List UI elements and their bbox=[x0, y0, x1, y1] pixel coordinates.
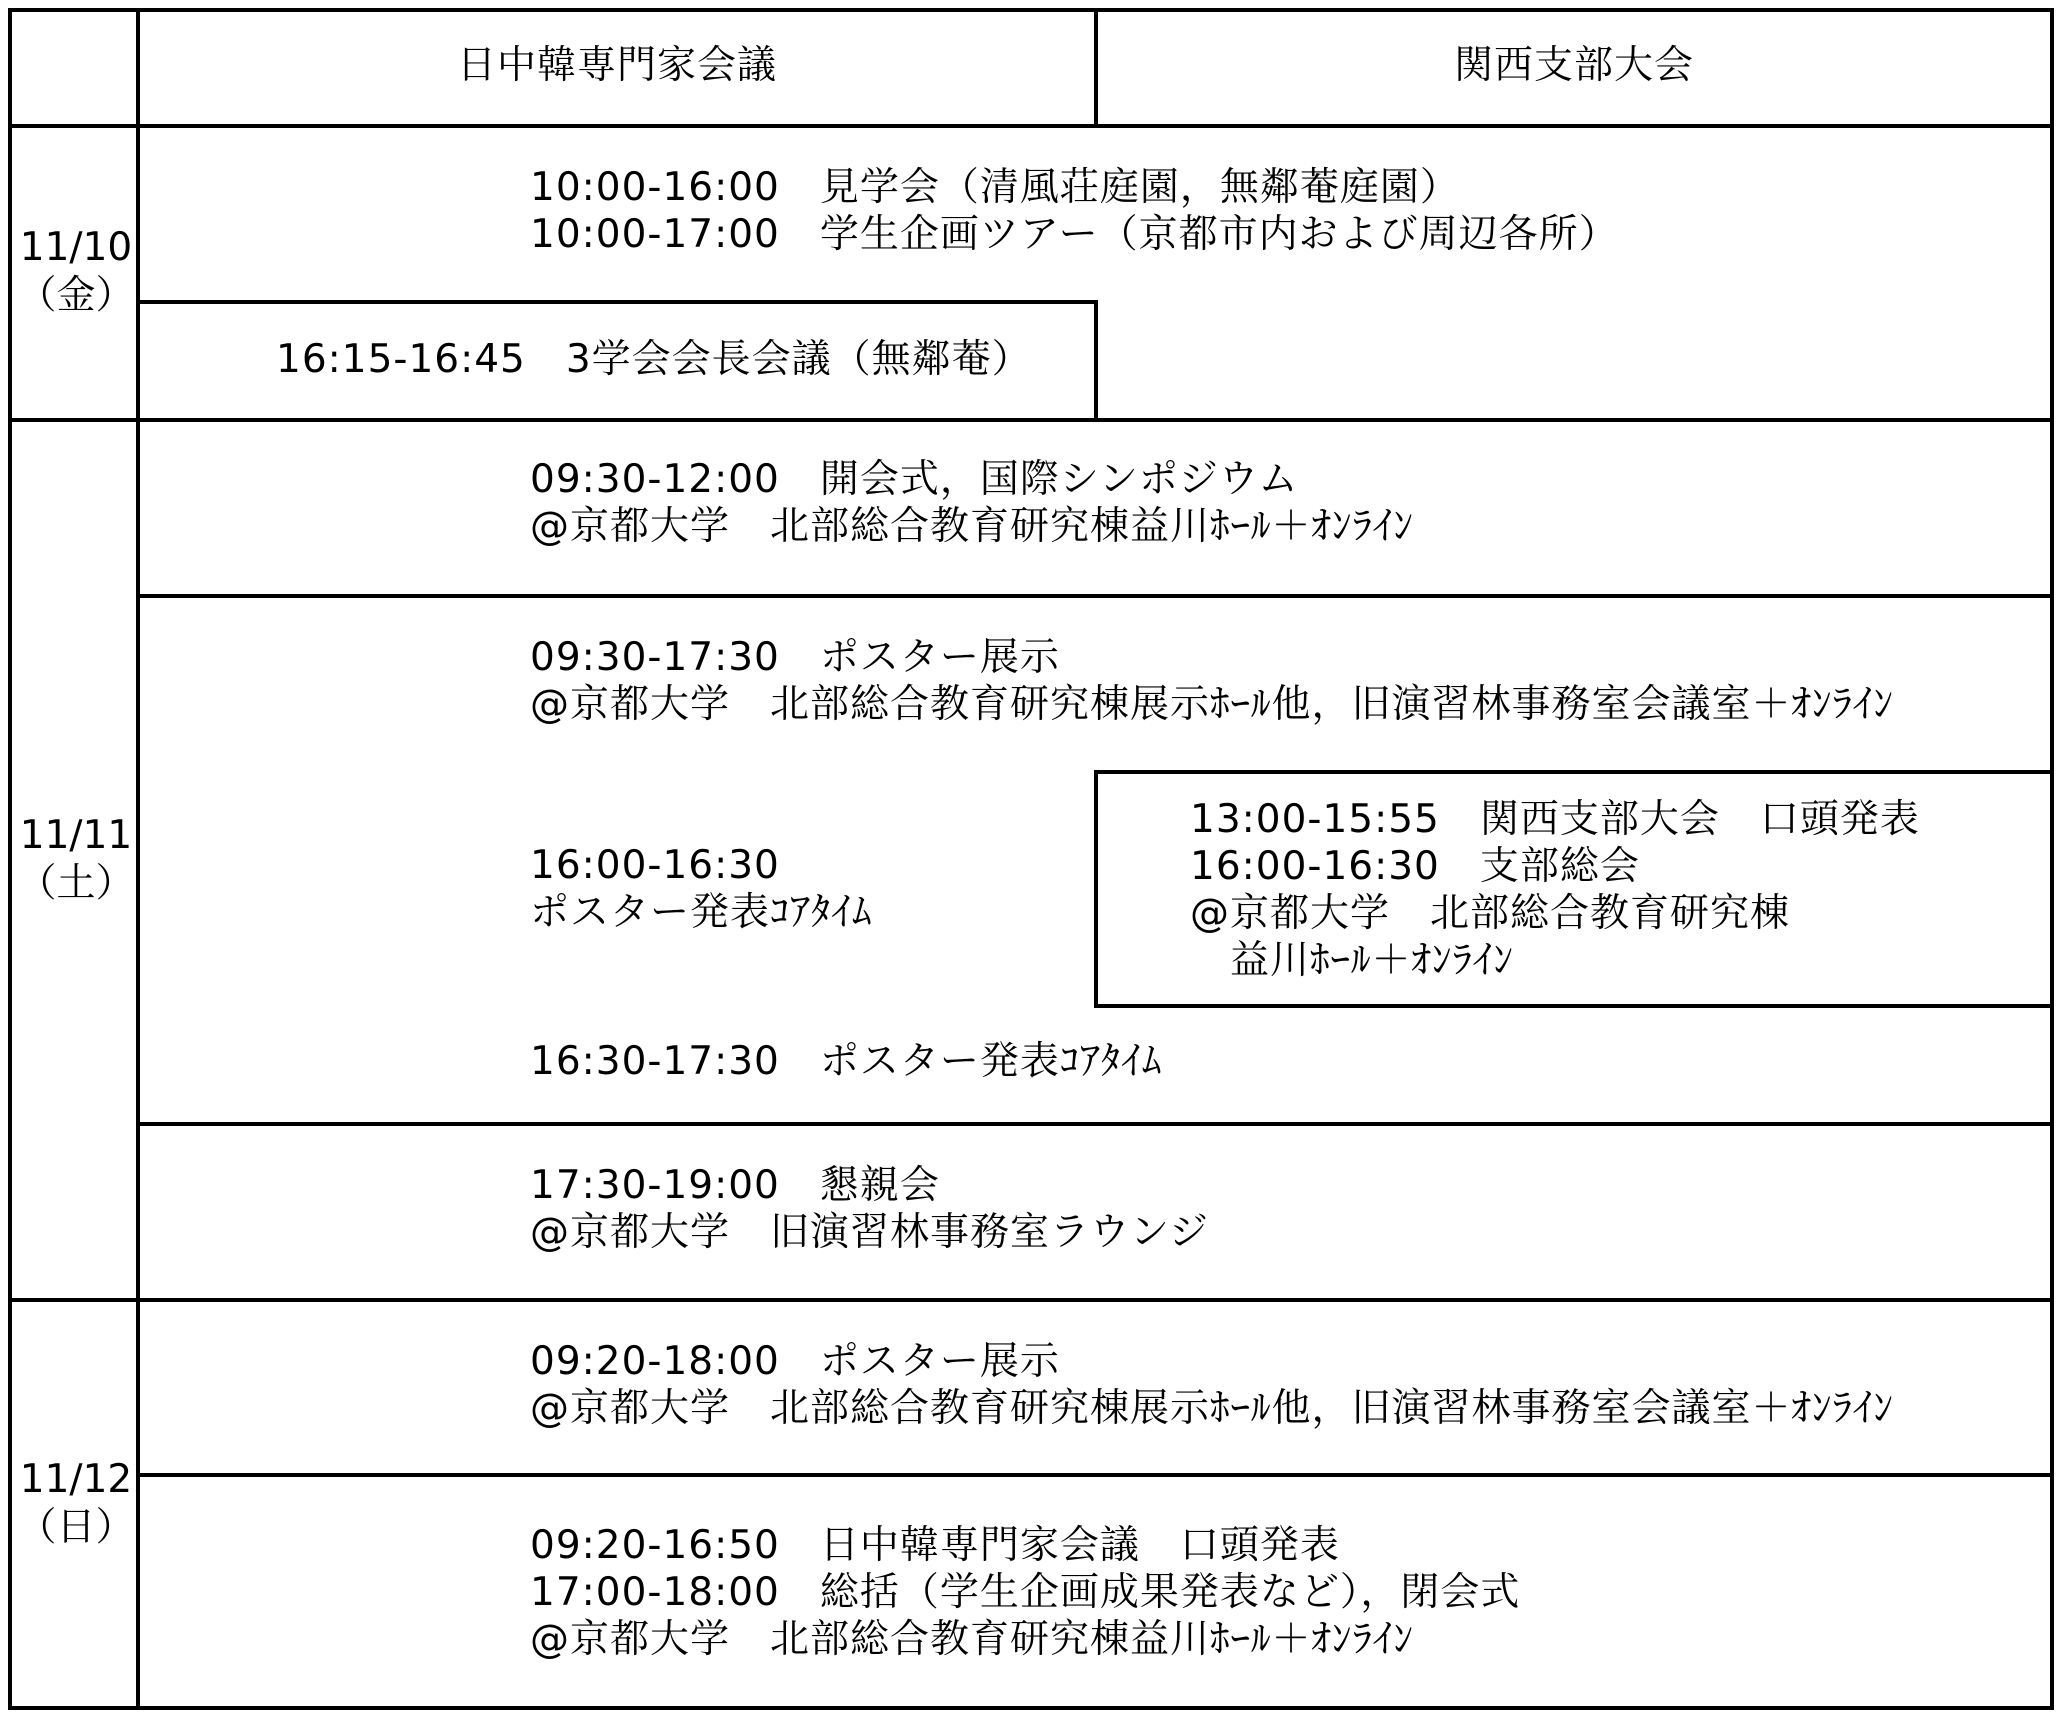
weekday-label: （土） bbox=[17, 861, 135, 906]
event-block-oral-closing bbox=[530, 1522, 1520, 1663]
date-day2 bbox=[6, 812, 146, 908]
kansai-box-top bbox=[1094, 770, 2054, 774]
weekday-label: （金） bbox=[17, 273, 135, 318]
event-line: 09:20-18:00 ポスター展示 bbox=[530, 1339, 1060, 1384]
event-line: @京都大学 北部総合教育研究棟益川ﾎｰﾙ＋ｵﾝﾗｲﾝ bbox=[530, 1617, 1415, 1662]
event-block-opening-symposium bbox=[530, 456, 1414, 550]
date-label: 11/12 bbox=[19, 1457, 133, 1502]
event-block-poster-exhibition-day3 bbox=[530, 1338, 1894, 1432]
event-line: 09:20-16:50 日中韓専門家会議 口頭発表 bbox=[530, 1523, 1340, 1568]
event-line: @京都大学 北部総合教育研究棟展示ﾎｰﾙ他，旧演習林事務室会議室＋ｵﾝﾗｲﾝ bbox=[530, 682, 1895, 727]
event-block-poster-exhibition-day2 bbox=[530, 634, 1894, 728]
event-line: 16:15-16:45 3学会会長会議（無鄰菴） bbox=[276, 337, 1032, 382]
day-boundary-2 bbox=[8, 1298, 2054, 1302]
event-line: 09:30-12:00 開会式，国際シンポジウム bbox=[530, 457, 1299, 502]
kansai-box-bottom bbox=[1094, 1004, 2054, 1008]
event-line: ポスター発表ｺｱﾀｲﾑ bbox=[530, 890, 873, 935]
event-block-reception bbox=[530, 1162, 1209, 1256]
day1-split-line bbox=[136, 300, 1098, 304]
event-line: 益川ﾎｰﾙ＋ｵﾝﾗｲﾝ bbox=[1190, 938, 1515, 983]
event-block-poster-core-time-2 bbox=[530, 1038, 1162, 1085]
kansai-box-left bbox=[1094, 770, 1098, 1008]
event-line: 10:00-17:00 学生企画ツアー（京都市内および周辺各所） bbox=[530, 212, 1619, 257]
day2-split-line-2 bbox=[136, 1122, 2054, 1126]
event-line: @京都大学 北部総合教育研究棟益川ﾎｰﾙ＋ｵﾝﾗｲﾝ bbox=[530, 504, 1415, 549]
event-line: 16:30-17:30 ポスター発表ｺｱﾀｲﾑ bbox=[530, 1039, 1163, 1084]
date-label: 11/11 bbox=[19, 813, 133, 858]
header-col-kansai: 関西支部大会 bbox=[1453, 43, 1694, 88]
header-bottom-line bbox=[8, 124, 2054, 128]
border-top bbox=[8, 8, 2054, 12]
event-line: 09:30-17:30 ポスター展示 bbox=[530, 635, 1060, 680]
border-right bbox=[2050, 8, 2054, 1710]
event-block-kansai-branch bbox=[1190, 796, 1920, 984]
event-line: @京都大学 北部総合教育研究棟 bbox=[1190, 891, 1791, 936]
event-line: 16:00-16:30 支部総会 bbox=[1190, 844, 1640, 889]
date-day1 bbox=[6, 224, 146, 320]
event-line: 10:00-16:00 見学会（清風荘庭園，無鄰菴庭園） bbox=[530, 165, 1460, 210]
day2-split-line-1 bbox=[136, 594, 2054, 598]
date-day3 bbox=[6, 1456, 146, 1552]
event-line: 16:00-16:30 bbox=[530, 843, 780, 888]
day3-split-line bbox=[136, 1473, 2054, 1477]
day1-meeting-divider bbox=[1094, 300, 1098, 420]
event-block-presidents-meeting bbox=[276, 336, 1032, 383]
event-line: 17:00-18:00 総括（学生企画成果発表など），閉会式 bbox=[530, 1570, 1521, 1615]
weekday-label: （日） bbox=[17, 1505, 135, 1550]
day-boundary-1 bbox=[8, 418, 2054, 422]
date-label: 11/10 bbox=[19, 225, 133, 270]
event-line: 17:30-19:00 懇親会 bbox=[530, 1163, 940, 1208]
border-bottom bbox=[8, 1706, 2054, 1710]
event-line: @京都大学 北部総合教育研究棟展示ﾎｰﾙ他，旧演習林事務室会議室＋ｵﾝﾗｲﾝ bbox=[530, 1386, 1895, 1431]
event-block-tours bbox=[530, 164, 1619, 258]
event-line: @京都大学 旧演習林事務室ラウンジ bbox=[530, 1210, 1210, 1255]
header-col-japan-china-korea: 日中韓専門家会議 bbox=[456, 43, 777, 88]
event-block-poster-core-time-1 bbox=[530, 842, 873, 936]
event-line: 13:00-15:55 関西支部大会 口頭発表 bbox=[1190, 797, 1920, 842]
